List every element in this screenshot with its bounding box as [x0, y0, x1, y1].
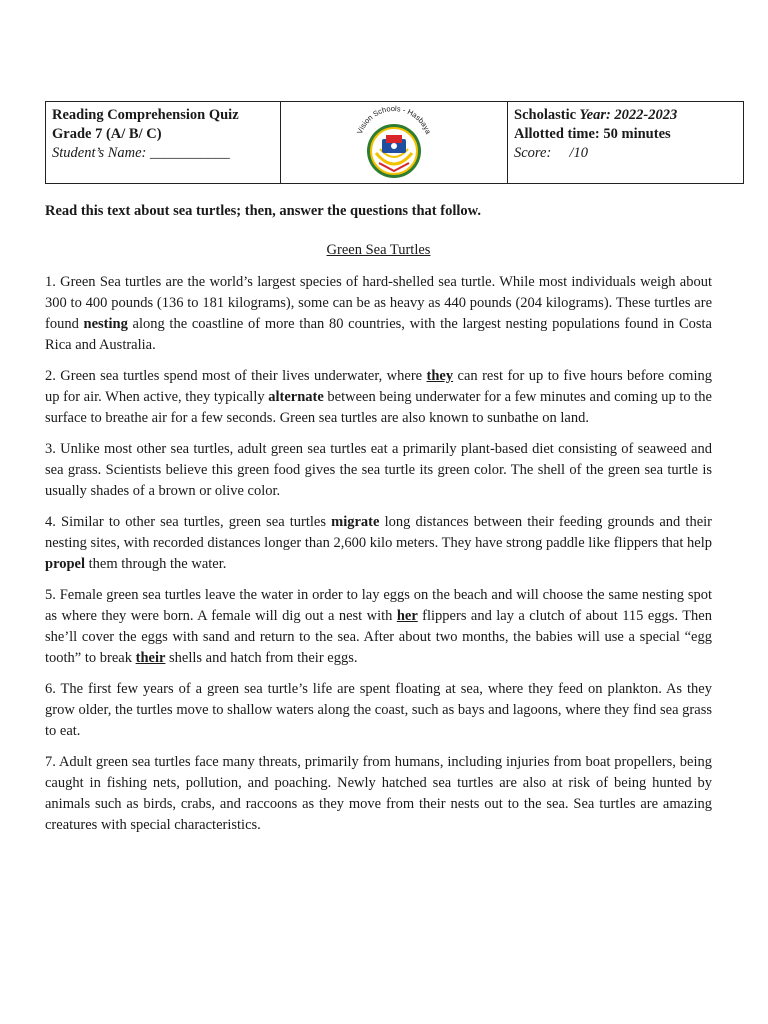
logo-cell [281, 102, 508, 184]
paragraph-7 [45, 752, 712, 836]
keyword-bold: alternate [268, 389, 324, 405]
allotted-time: Allotted time: 50 minutes [514, 126, 671, 142]
paragraph-3 [45, 439, 712, 502]
instructions: Read this text about sea turtles; then, answer the questions that follow. [45, 203, 481, 219]
paragraph-text: flippers and lay a clutch of about 115 eggs. Then she’ll cover the eggs with sand and return to the sea. After about two months, the babies will use a special “egg tooth” to break [45, 608, 712, 666]
student-name-field[interactable]: Student’s Name: ___________ [52, 145, 230, 161]
reference-word: they [426, 368, 454, 384]
paragraph-1 [45, 272, 712, 356]
paragraph-text: along the coastline of more than 80 countries, with the largest nesting populations found in Costa Rica and Australia. [45, 316, 712, 353]
score-field: Score: /10 [514, 145, 588, 161]
scholastic-info-cell [508, 102, 744, 184]
paragraph-text: 4. Similar to other sea turtles, green sea turtles [45, 514, 332, 530]
paragraph-6 [45, 679, 712, 742]
scholastic-label: Scholastic [514, 107, 577, 123]
paragraph-text: 5. Female green sea turtles leave the water in order to lay eggs on the beach and will choose the same nesting spot as where they were born. A female will dig out a nest with [45, 587, 712, 624]
paragraph-text: shells and hatch from their eggs. [165, 650, 358, 666]
reference-word: their [135, 650, 166, 666]
year-label: Year: 2022-2023 [576, 107, 678, 123]
keyword-bold: migrate [331, 514, 380, 530]
keyword-bold: propel [45, 556, 86, 572]
paragraph-text: can rest for up to five hours before coming up for air. When active, they typically [45, 368, 712, 405]
paragraph-text: 2. Green sea turtles spend most of their lives underwater, where [45, 368, 427, 384]
logo-text: Vision Schools - Hasbaya [355, 104, 433, 135]
paragraph-text: 3. Unlike most other sea turtles, adult green sea turtles eat a primarily plant-based diet consisting of seaweed and sea grass. Scientists believe this green food gives the sea turtle its green color. The shell of the green sea turtle is usually shades of a brown or olive color. [45, 441, 712, 499]
school-logo-icon [346, 105, 442, 181]
passage-body [45, 272, 712, 846]
paragraph-4 [45, 512, 712, 575]
quiz-info-cell [46, 102, 281, 184]
scholastic-year [514, 106, 737, 125]
grade-label: Grade 7 (A/ B/ C) [52, 126, 162, 142]
reference-word: her [396, 608, 418, 624]
paragraph-text: them through the water. [85, 556, 227, 572]
quiz-title: Reading Comprehension Quiz [52, 107, 239, 123]
header-table [45, 101, 744, 184]
paragraph-2 [45, 366, 712, 429]
passage-title: Green Sea Turtles [326, 242, 431, 258]
paragraph-text: 6. The first few years of a green sea turtle’s life are spent floating at sea, where they feed on plankton. As they grow older, the turtles move to shallow waters along the coast, such as bays and lagoons, where they find sea grass to eat. [45, 681, 712, 739]
paragraph-text: 1. Green Sea turtles are the world’s largest species of hard-shelled sea turtle. While most individuals weigh about 300 to 400 pounds (136 to 181 kilograms), some can be as heavy as 440 pounds (204 kilograms). These turtles are found [45, 274, 712, 332]
keyword-bold: nesting [83, 316, 128, 332]
paragraph-text: between being underwater for a few minutes and coming up to the surface to breathe air for a few seconds. Green sea turtles are also known to sunbathe on land. [45, 389, 712, 426]
paragraph-text: 7. Adult green sea turtles face many threats, primarily from humans, including injuries from boat propellers, being caught in fishing nets, pollution, and poaching. Newly hatched sea turtles are also at risk of being hunted by animals such as birds, crabs, and raccoons as they move from their nests out to the sea. Sea turtles are amazing creatures with special characteristics. [45, 754, 712, 833]
paragraph-text: long distances between their feeding grounds and their nesting sites, with recorded distances longer than 2,600 kilo meters. They have strong paddle like flippers that help [45, 514, 712, 551]
paragraph-5 [45, 585, 712, 669]
